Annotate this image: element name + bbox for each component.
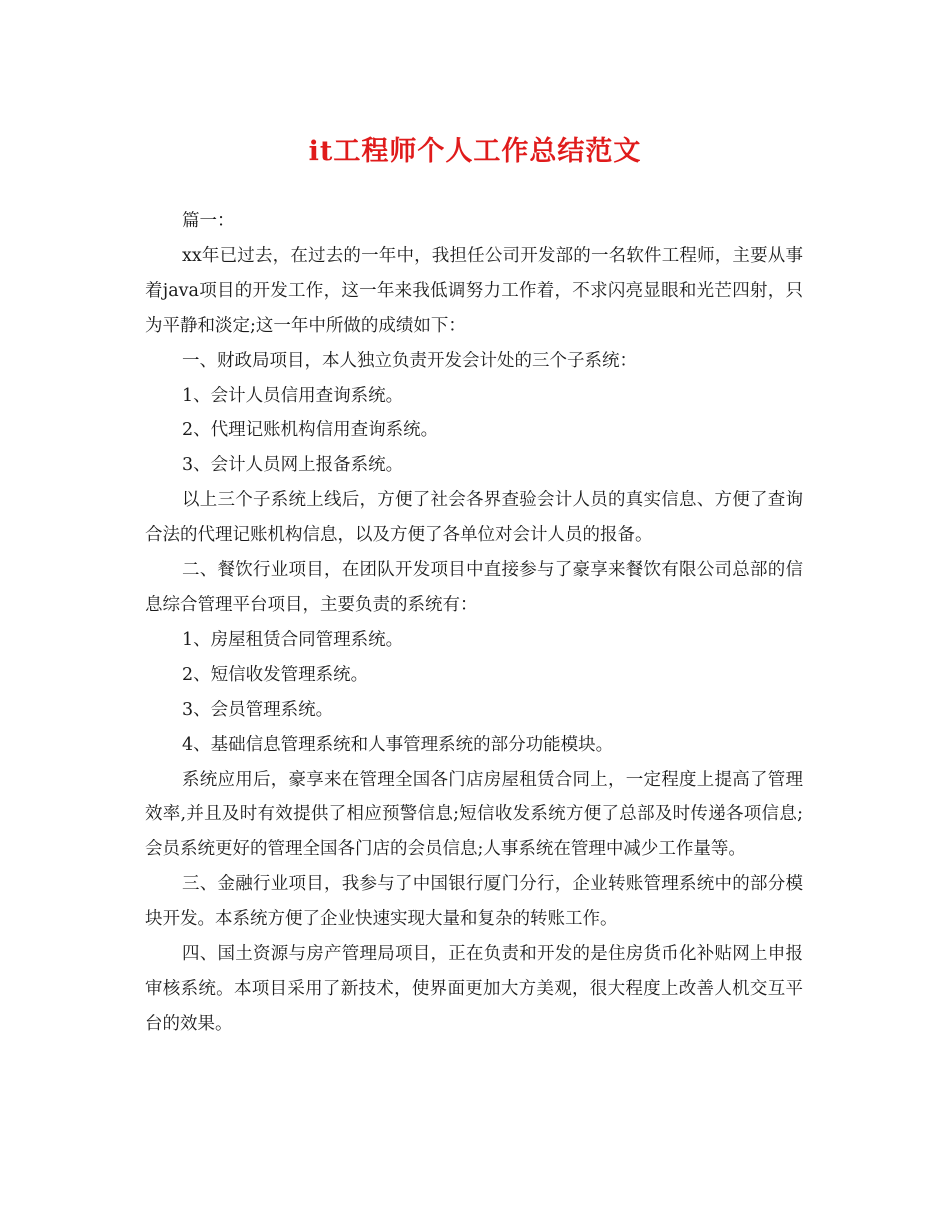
list-item: 1、房屋租赁合同管理系统。	[182, 629, 404, 650]
project-heading-finance-bureau: 一、财政局项目，本人独立负责开发会计处的三个子系统：	[182, 350, 637, 371]
list-item: 3、会员管理系统。	[182, 699, 334, 720]
list-item: 4、基础信息管理系统和人事管理系统的部分功能模块。	[182, 734, 614, 755]
document-title: it工程师个人工作总结范文	[308, 136, 642, 167]
body-paragraph: 以上三个子系统上线后，方便了社会各界查验会计人员的真实信息、方便了查询合法的代理记账机构信息，以及方便了各单位对会计人员的报备。	[145, 490, 803, 546]
list-item: 3、会计人员网上报备系统。	[182, 455, 404, 476]
intro-paragraph: xx年已过去，在过去的一年中，我担任公司开发部的一名软件工程师，主要从事着java项目的开发工作，这一年来我低调努力工作着，不求闪亮显眼和光芒四射，只为平静和淡定;这一年中所做的成绩如下：	[145, 245, 803, 336]
section-heading-part-one: 篇一：	[182, 211, 235, 231]
list-item: 2、代理记账机构信用查询系统。	[182, 420, 439, 441]
list-item: 2、短信收发管理系统。	[182, 664, 369, 685]
body-paragraph: 系统应用后，豪享来在管理全国各门店房屋租赁合同上，一定程度上提高了管理效率,并且及时有效提供了相应预警信息;短信收发系统方便了总部及时传递各项信息;会员系统更好的管理全国各门店的会员信息;人事系统在管理中减少工作量等。	[145, 769, 803, 860]
project-heading-catering: 二、餐饮行业项目，在团队开发项目中直接参与了豪享来餐饮有限公司总部的信息综合管理平台项目，主要负责的系统有：	[145, 560, 803, 615]
document-body	[145, 204, 803, 1042]
project-heading-finance-industry: 三、金融行业项目，我参与了中国银行厦门分行，企业转账管理系统中的部分模块开发。本系统方便了企业快速实现大量和复杂的转账工作。	[145, 874, 803, 930]
project-heading-land-resources: 四、国土资源与房产管理局项目，正在负责和开发的是住房货币化补贴网上申报审核系统。本项目采用了新技术，使界面更加大方美观，很大程度上改善人机交互平台的效果。	[145, 944, 803, 1034]
list-item: 1、会计人员信用查询系统。	[182, 385, 404, 406]
